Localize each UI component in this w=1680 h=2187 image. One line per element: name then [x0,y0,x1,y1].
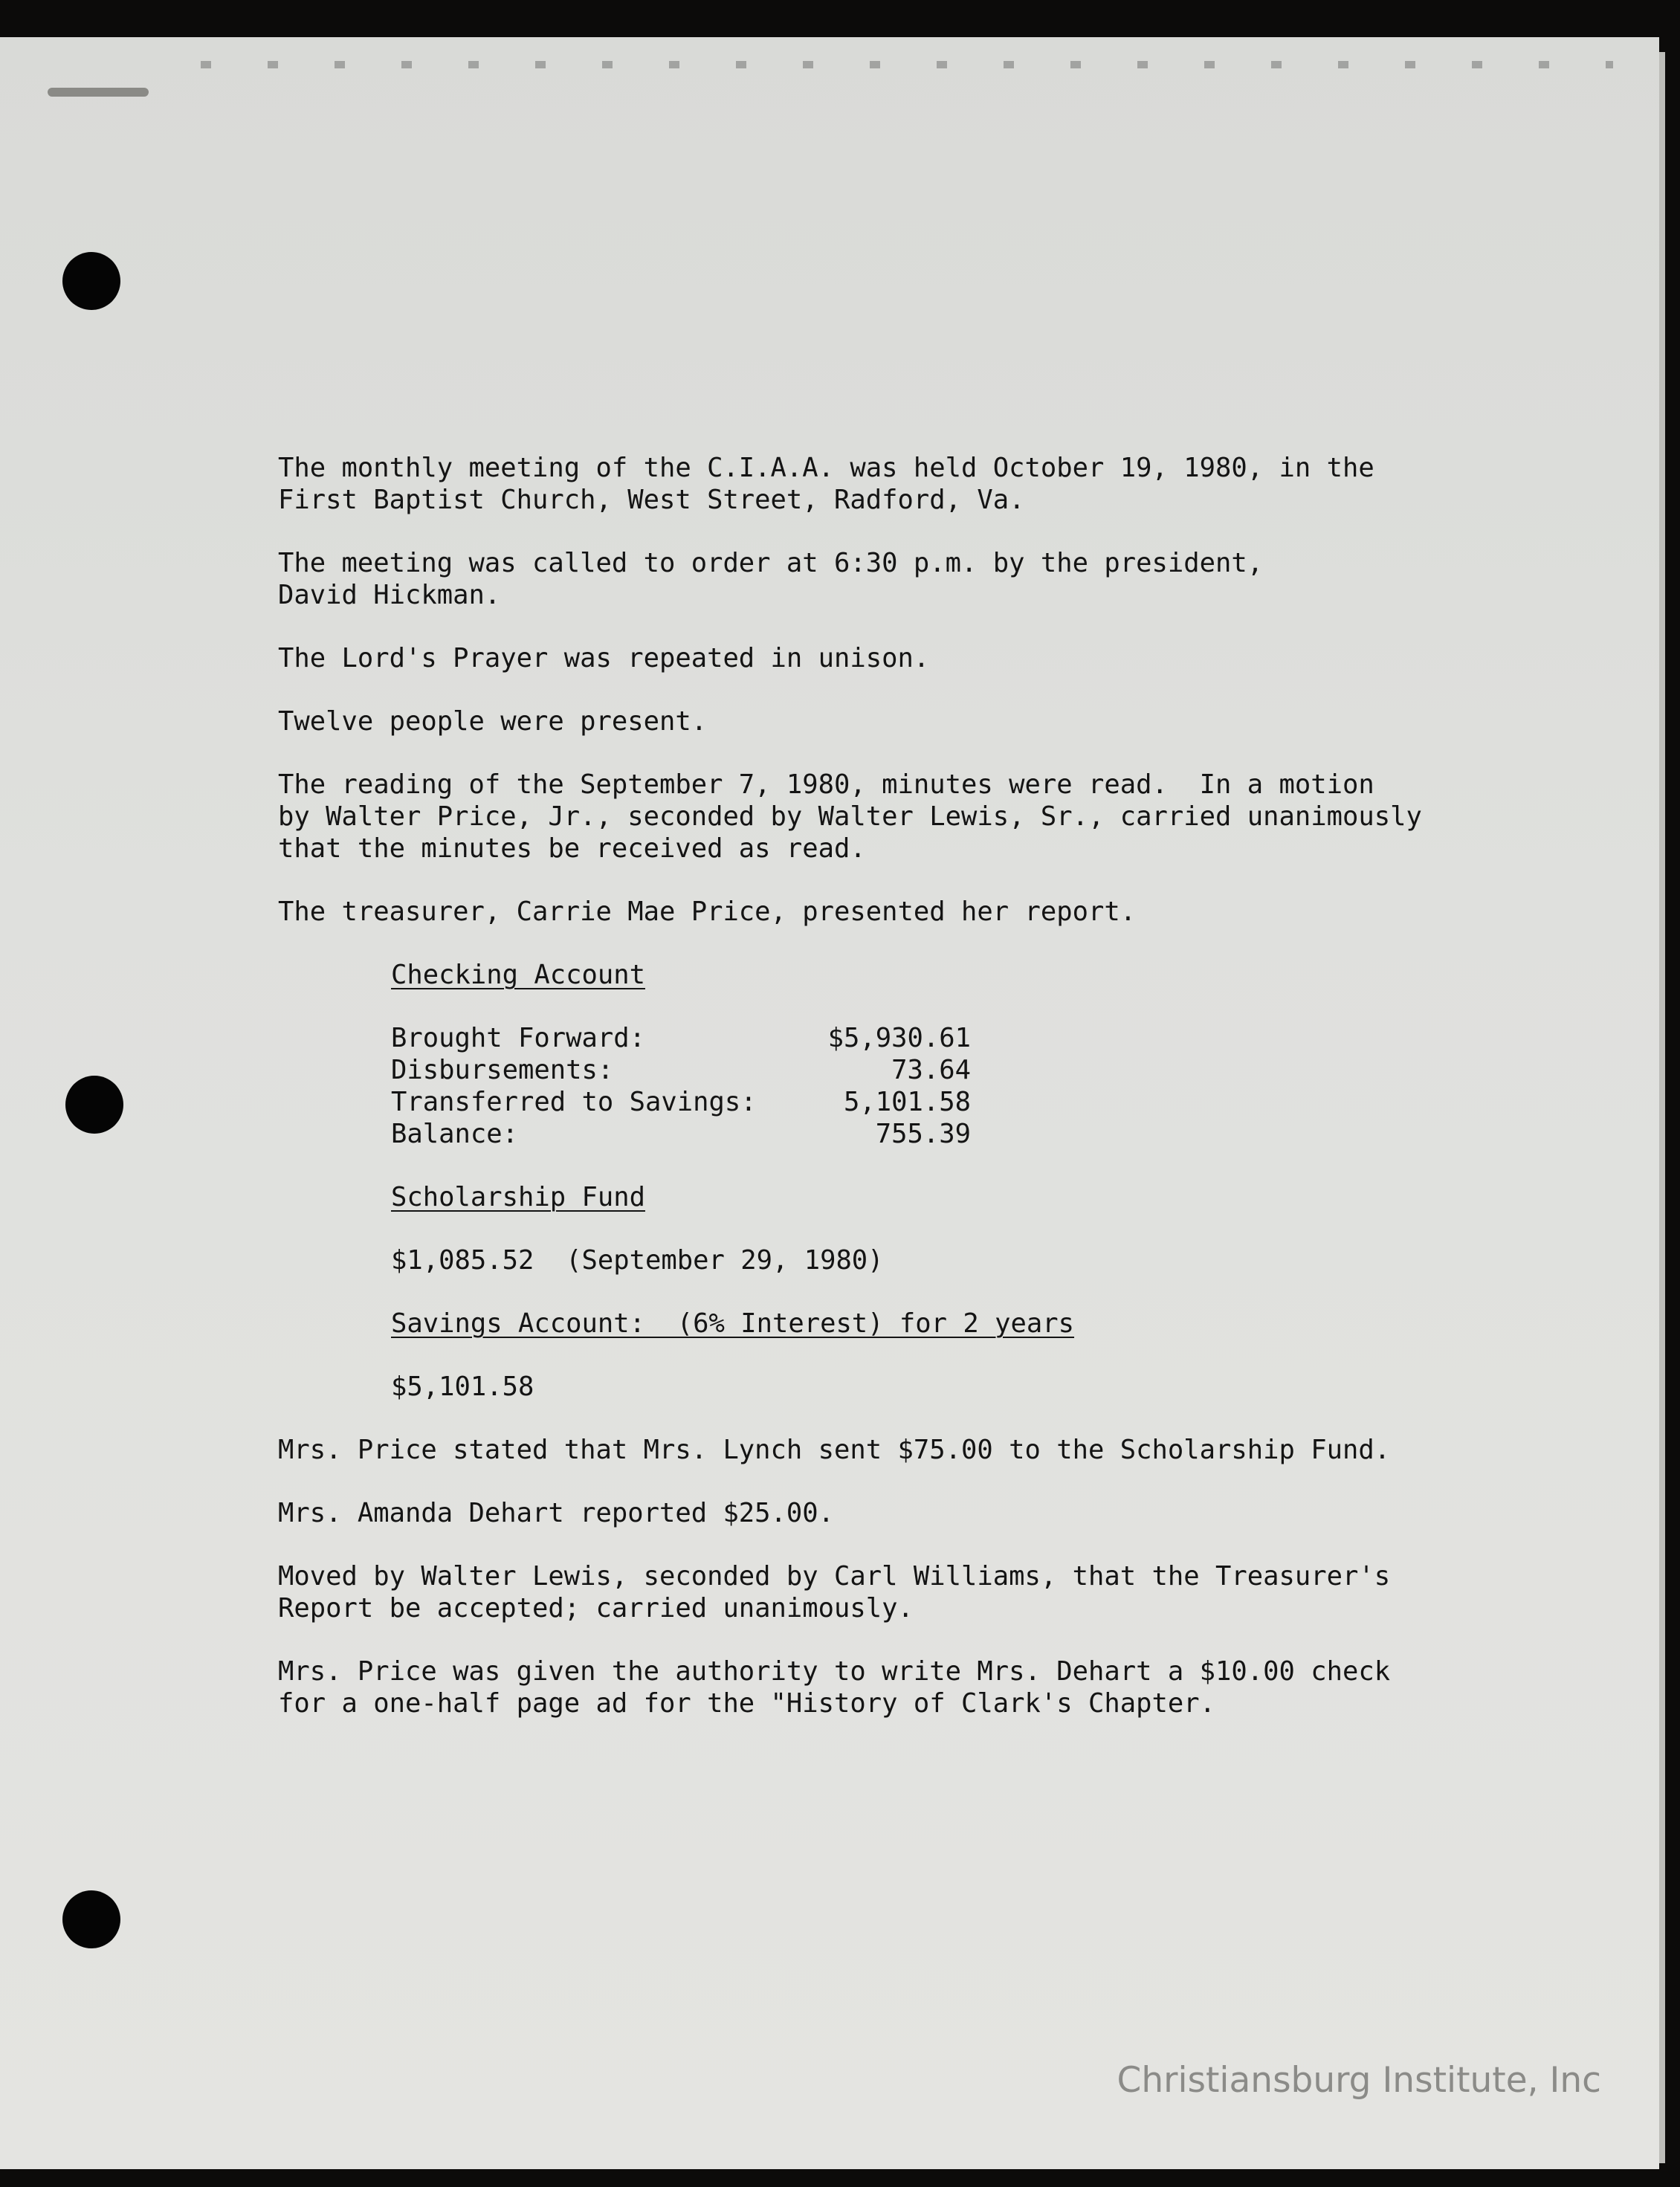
meeting-minutes [278,452,1482,1751]
paragraph-prayer: The Lord's Prayer was repeated in unison. [278,643,930,673]
paragraph-report-accepted: Moved by Walter Lewis, seconded by Carl Williams, that the Treasurer's Report be accepted; carried unanimously. [278,1561,1391,1624]
scholarship-fund-amount: $1,085.52 (September 29, 1980) [391,1245,884,1276]
checking-row-brought-forward [391,1022,971,1054]
checking-value: $5,930.61 [827,1023,971,1053]
checking-label: Transferred to Savings: [391,1087,757,1117]
paragraph-call-to-order: The meeting was called to order at 6:30 p.m. by the president, David Hickman. [278,548,1264,610]
top-edge-marks [201,61,1613,68]
checking-value: 5,101.58 [844,1087,971,1117]
paragraph-check-authority: Mrs. Price was given the authority to write Mrs. Dehart a $10.00 check for a one-half page ad for the "History of Clark's Chapter. [278,1656,1391,1719]
paragraph-minutes-reading: The reading of the September 7, 1980, minutes were read. In a motion by Walter Price, Jr., seconded by Walter Lewis, Sr., carried unanimously that the minutes be received as read. [278,769,1422,864]
checking-account-heading: Checking Account [391,960,645,990]
savings-account-heading: Savings Account: (6% Interest) for 2 years [391,1308,1075,1339]
checking-account-table [391,1022,1482,1150]
paper-edge [1659,52,1665,2163]
checking-value: 755.39 [875,1119,971,1149]
paragraph-dehart-report: Mrs. Amanda Dehart reported $25.00. [278,1498,835,1528]
checking-value: 73.64 [891,1055,971,1085]
punch-hole-bottom [62,1890,120,1948]
checking-label: Disbursements: [391,1055,614,1085]
checking-row-transferred [391,1086,971,1118]
scholarship-fund-heading: Scholarship Fund [391,1182,645,1212]
watermark-text: Christiansburg Institute, Inc [1117,2060,1601,2101]
checking-row-disbursements [391,1054,971,1086]
checking-label: Balance: [391,1119,518,1149]
punch-hole-top [62,252,120,310]
paragraph-lynch-donation: Mrs. Price stated that Mrs. Lynch sent $75.00 to the Scholarship Fund. [278,1435,1391,1465]
checking-label: Brought Forward: [391,1023,645,1053]
checking-row-balance [391,1118,971,1150]
treasurer-report-details [391,959,1482,1403]
punch-hole-middle [65,1076,123,1134]
paragraph-treasurer-report: The treasurer, Carrie Mae Price, presented her report. [278,897,1137,927]
savings-account-amount: $5,101.58 [391,1372,534,1402]
paragraph-meeting-location: The monthly meeting of the C.I.A.A. was held October 19, 1980, in the First Baptist Church, West Street, Radford, Va. [278,453,1374,515]
staple-mark [48,88,149,97]
paragraph-attendance: Twelve people were present. [278,706,708,737]
